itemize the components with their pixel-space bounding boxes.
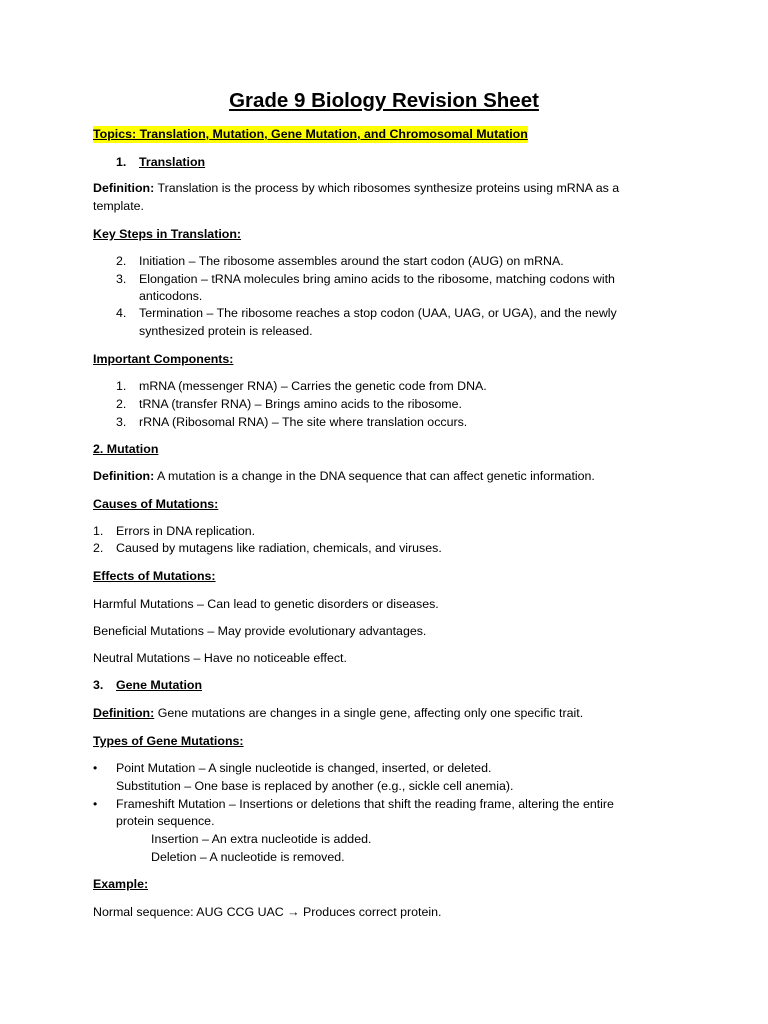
component-text: mRNA (messenger RNA) – Carries the genetic code from DNA. <box>139 379 487 393</box>
component-number: 2. <box>116 397 127 411</box>
section-2-definition <box>93 468 595 485</box>
topics-line: Topics: Translation, Mutation, Gene Mutation, and Chromosomal Mutation <box>93 127 528 141</box>
effect-text: Harmful Mutations – Can lead to genetic disorders or diseases. <box>93 597 439 611</box>
component-text: tRNA (transfer RNA) – Brings amino acids to the ribosome. <box>139 397 462 411</box>
cause-number: 1. <box>93 524 104 538</box>
component-text: rRNA (Ribosomal RNA) – The site where translation occurs. <box>139 415 468 429</box>
sub-item-text: Deletion – A nucleotide is removed. <box>151 850 345 864</box>
definition-label: Definition: <box>93 181 155 195</box>
step-text-cont: anticodons. <box>139 289 203 303</box>
example-heading: Example: <box>93 877 149 891</box>
step-number: 3. <box>116 272 127 286</box>
type-text: Frameshift Mutation – Insertions or deletions that shift the reading frame, altering the entire <box>116 797 614 811</box>
definition-text: Translation is the process by which ribosomes synthesize proteins using mRNA as a <box>154 181 620 195</box>
section-2-heading: 2. Mutation <box>93 442 159 456</box>
page-title <box>0 86 768 116</box>
causes-heading: Causes of Mutations: <box>93 497 219 511</box>
key-steps-heading: Key Steps in Translation: <box>93 227 242 241</box>
section-3-heading: Gene Mutation <box>116 678 203 692</box>
bullet-icon: • <box>93 761 98 775</box>
component-number: 1. <box>116 379 127 393</box>
step-text: Elongation – tRNA molecules bring amino acids to the ribosome, matching codons with <box>139 272 615 286</box>
cause-text: Caused by mutagens like radiation, chemicals, and viruses. <box>116 541 442 555</box>
section-1-definition-cont: template. <box>93 199 144 213</box>
cause-text: Errors in DNA replication. <box>116 524 256 538</box>
section-1-definition <box>93 180 619 197</box>
section-3-number: 3. <box>93 678 104 692</box>
effect-text: Neutral Mutations – Have no noticeable effect. <box>93 651 347 665</box>
definition-label: Definition: <box>93 469 155 483</box>
effect-text: Beneficial Mutations – May provide evolutionary advantages. <box>93 624 427 638</box>
components-heading: Important Components: <box>93 352 234 366</box>
page-title-text: Grade 9 Biology Revision Sheet <box>229 89 539 112</box>
section-3-definition <box>93 705 583 722</box>
definition-text: Gene mutations are changes in a single gene, affecting only one specific trait. <box>154 706 584 720</box>
section-1-heading: Translation <box>139 155 206 169</box>
definition-label: Definition: <box>93 706 155 720</box>
bullet-icon: • <box>93 797 98 811</box>
type-text-cont: protein sequence. <box>116 814 215 828</box>
sub-item-text: Insertion – An extra nucleotide is added. <box>151 832 372 846</box>
step-text: Termination – The ribosome reaches a stop codon (UAA, UAG, or UGA), and the newly <box>139 306 617 320</box>
types-heading: Types of Gene Mutations: <box>93 734 244 748</box>
step-text-cont: synthesized protein is released. <box>139 324 313 338</box>
type-text-cont: Substitution – One base is replaced by another (e.g., sickle cell anemia). <box>116 779 514 793</box>
cause-number: 2. <box>93 541 104 555</box>
step-number: 4. <box>116 306 127 320</box>
step-text: Initiation – The ribosome assembles around the start codon (AUG) on mRNA. <box>139 254 564 268</box>
definition-text: A mutation is a change in the DNA sequence that can affect genetic information. <box>154 469 595 483</box>
example-text: Normal sequence: AUG CCG UAC → Produces correct protein. <box>93 905 442 919</box>
step-number: 2. <box>116 254 127 268</box>
component-number: 3. <box>116 415 127 429</box>
effects-heading: Effects of Mutations: <box>93 569 216 583</box>
type-text: Point Mutation – A single nucleotide is changed, inserted, or deleted. <box>116 761 492 775</box>
section-1-number: 1. <box>116 155 127 169</box>
